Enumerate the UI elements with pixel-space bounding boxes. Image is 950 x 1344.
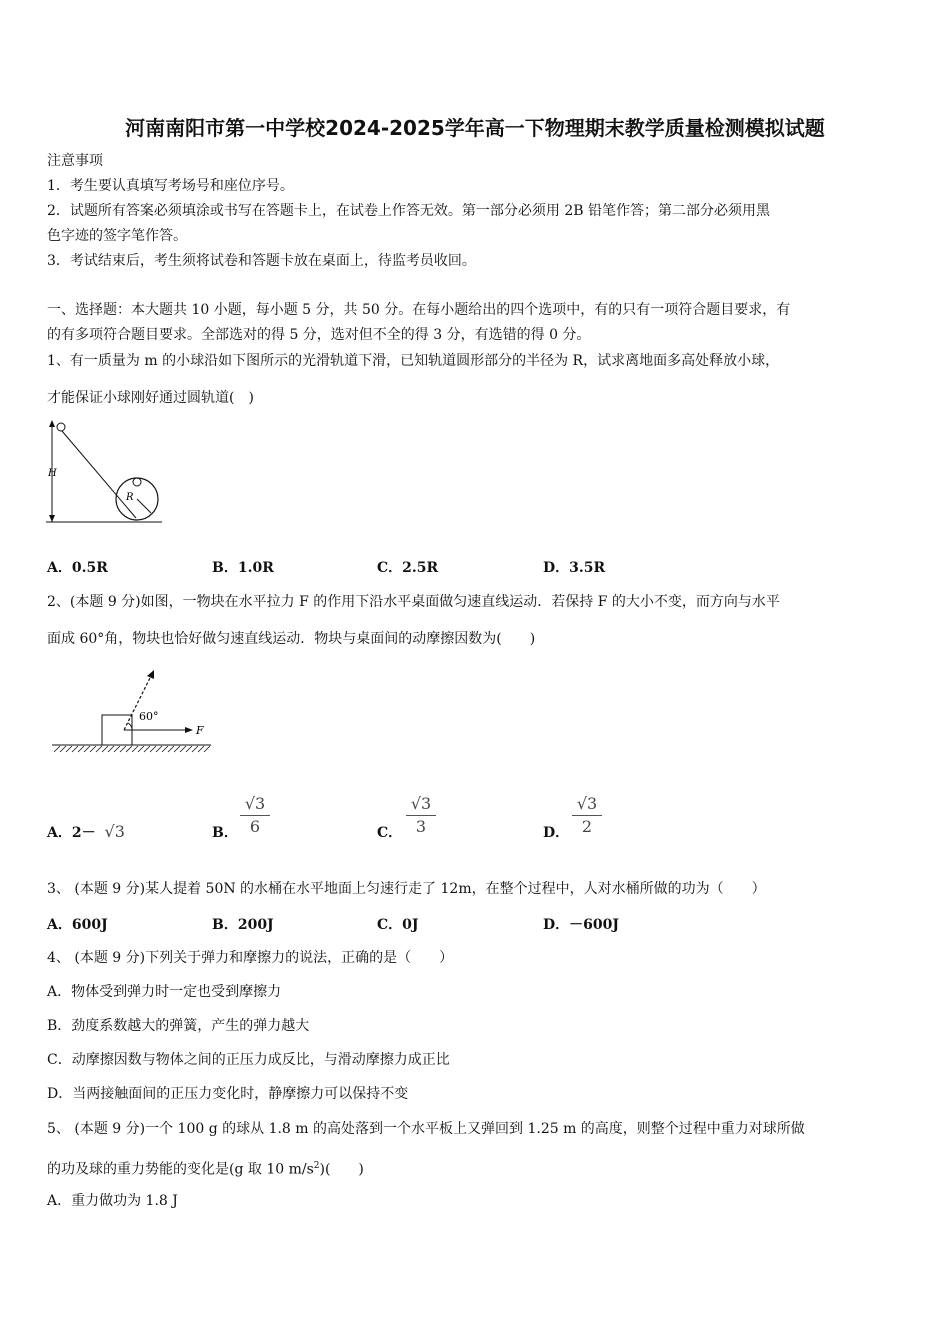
radius-label: R xyxy=(126,492,134,503)
section-intro-line: 一、选择题：本大题共 10 小题，每小题 5 分，共 50 分。在每小题给出的四个选项中，有的只有一项符合题目要求，有 xyxy=(47,302,791,318)
question-4-stem: 4、 (本题 9 分)下列关于弹力和摩擦力的说法，正确的是（ ） xyxy=(47,950,454,966)
option-c-label: C． xyxy=(377,825,403,841)
option-a: A．物体受到弹力时一定也受到摩擦力 xyxy=(47,984,282,1000)
ball-top xyxy=(133,478,141,486)
question-1-stem: 1、有一质量为 m 的小球沿如下图所示的光滑轨道下滑，已知轨道圆形部分的半径为 R，试求离地面多高处释放小球， xyxy=(47,353,780,369)
section-intro-line: 的有多项符合题目要求。全部选对的得 5 分，选对但不全的得 3 分，有选错的得 0 分。 xyxy=(47,327,591,343)
page-title: 河南南阳市第一中学校2024-2025学年高一下物理期末教学质量检测模拟试题 xyxy=(125,116,825,140)
option-c-fraction: √3 3 xyxy=(406,795,436,836)
notice-item: 1．考生要认真填写考场号和座位序号。 xyxy=(47,178,294,194)
option-c: C．2.5R xyxy=(377,560,439,576)
option-d: D．3.5R xyxy=(543,560,606,576)
option-c: C．0J xyxy=(377,917,419,933)
option-b: B．1.0R xyxy=(212,560,274,576)
question-1-stem: 才能保证小球刚好通过圆轨道( ) xyxy=(47,390,254,406)
option-b-label: B． xyxy=(212,825,238,841)
ball xyxy=(57,423,65,431)
question-5-stem: 5、 (本题 9 分)一个 100 g 的球从 1.8 m 的高处落到一个水平板上又弹回到 1.25 m 的高度，则整个过程中重力对球所做 xyxy=(47,1121,805,1137)
height-label: H xyxy=(48,468,57,479)
height-arrow-bottom xyxy=(49,515,55,522)
option-d: D．当两接触面间的正压力变化时，静摩擦力可以保持不变 xyxy=(47,1086,409,1102)
angled-arrow-head xyxy=(147,670,154,679)
option-a: A．600J xyxy=(47,917,108,933)
q2-block-figure xyxy=(46,664,216,758)
option-b: B．200J xyxy=(212,917,274,933)
question-5-stem: 的功及球的重力势能的变化是(g 取 10 $m/s^2$)( ) xyxy=(47,1161,364,1178)
notice-heading: 注意事项 xyxy=(47,153,103,169)
table-hatching xyxy=(54,746,210,752)
incline-track xyxy=(62,431,136,518)
option-b: B．劲度系数越大的弹簧，产生的弹力越大 xyxy=(47,1018,310,1034)
notice-item: 3．考试结束后，考生须将试卷和答题卡放在桌面上，待监考员收回。 xyxy=(47,253,476,269)
height-arrow-top xyxy=(49,420,55,427)
q1-track-figure xyxy=(40,418,170,530)
question-3-stem: 3、 (本题 9 分)某人提着 50N 的水桶在水平地面上匀速行走了 12m，在整个过程中，人对水桶所做的功为（ ） xyxy=(47,881,766,897)
radius-line xyxy=(137,499,151,513)
notice-item: 2．试题所有答案必须填涂或书写在答题卡上，在试卷上作答无效。第一部分必须用 2B 铅笔作答；第二部分必须用黑 xyxy=(47,203,770,219)
question-2-stem: 面成 60°角，物块也恰好做匀速直线运动．物块与桌面间的动摩擦因数为( ) xyxy=(47,631,536,647)
angle-label: 60° xyxy=(139,710,159,723)
notice-item: 色字迹的签字笔作答。 xyxy=(47,228,187,244)
angle-arc xyxy=(128,723,132,730)
option-a: A．0.5R xyxy=(47,560,108,576)
option-d-label: D． xyxy=(543,825,570,841)
option-b-fraction: √3 6 xyxy=(240,795,270,836)
option-a: A．重力做功为 1.8 J xyxy=(47,1193,178,1209)
question-2-stem: 2、(本题 9 分)如图，一物块在水平拉力 F 的作用下沿水平桌面做匀速直线运动．若保持 F 的大小不变，而方向与水平 xyxy=(47,594,780,610)
option-c: C．动摩擦因数与物体之间的正压力成反比，与滑动摩擦力成正比 xyxy=(47,1052,450,1068)
force-label: F xyxy=(196,724,204,737)
option-d-fraction: √3 2 xyxy=(572,795,602,836)
option-d: D．－600J xyxy=(543,917,619,933)
force-arrow-head xyxy=(185,727,193,733)
option-a: A．2－ √3 xyxy=(47,822,125,841)
